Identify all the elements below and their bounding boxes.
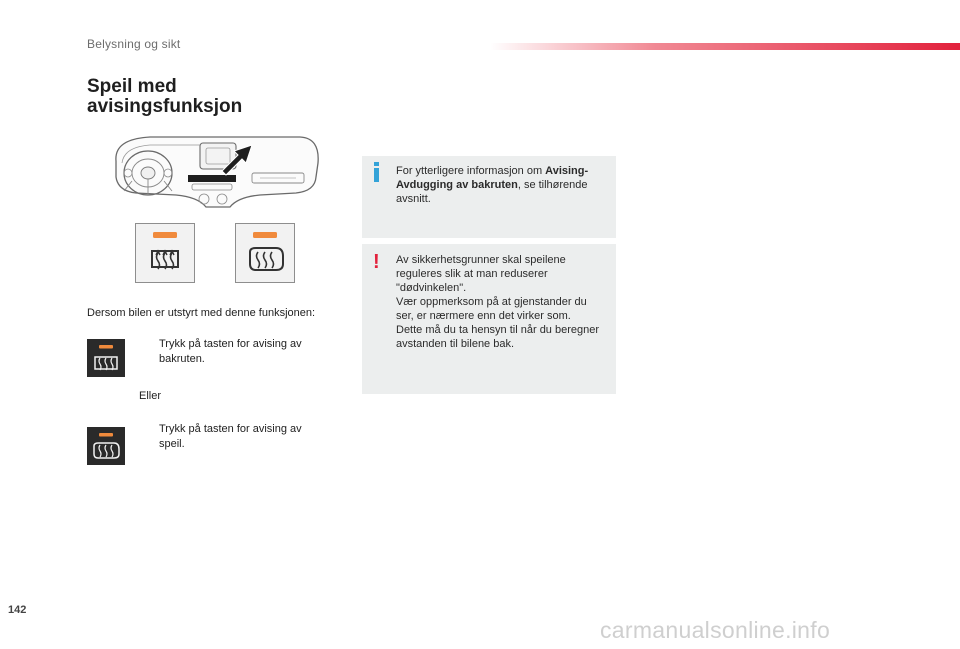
info-note-text: For ytterligere informasjon om Avising-Avdugging av bakruten, se tilhørende avsnitt. <box>396 165 589 205</box>
info-note <box>362 156 616 238</box>
header-accent-bar <box>490 43 960 50</box>
warning-note <box>362 244 616 394</box>
rear-defrost-icon <box>87 339 125 377</box>
warning-line: Av sikkerhetsgrunner skal speilene reguleres slik at man reduserer "dødvinkelen". <box>396 254 566 294</box>
rear-defrost-icon <box>136 224 194 282</box>
info-icon-bar <box>374 168 379 182</box>
step-mirror-defrost <box>139 422 324 452</box>
info-icon <box>374 162 379 166</box>
section-title: Belysning og sikt <box>87 37 181 51</box>
info-note-reference: Avising-Avdugging av bakruten <box>396 165 589 191</box>
warning-line: Vær oppmerksom på at gjenstander du ser, er nærmere enn det virker som. <box>396 296 587 322</box>
page-title <box>87 77 242 117</box>
mirror-defrost-button <box>87 427 125 465</box>
dashboard-icon <box>110 133 322 213</box>
separator-text: Eller <box>139 390 162 402</box>
page-title-line-2: avisingsfunksjon <box>87 96 243 117</box>
warning-line: Dette må du ta hensyn til når du beregner avstanden til bilene bak. <box>396 324 600 350</box>
warning-note-text <box>396 253 606 351</box>
warning-icon: ! <box>373 251 380 273</box>
rear-defrost-button <box>87 339 125 377</box>
intro-text: Dersom bilen er utstyrt med denne funksjonen: <box>87 307 316 319</box>
mirror-defrost-icon <box>87 427 125 465</box>
page-title-line-1: Speil med <box>87 76 177 97</box>
step-text: Trykk på tasten for avising av bakruten. <box>159 338 302 365</box>
rear-defrost-button-illustration <box>135 223 195 283</box>
step-text: Trykk på tasten for avising av speil. <box>159 423 302 450</box>
mirror-defrost-button-illustration <box>235 223 295 283</box>
dashboard-illustration <box>110 133 322 213</box>
step-rear-defrost <box>139 337 324 367</box>
page-number: 142 <box>8 604 27 616</box>
mirror-defrost-icon <box>236 224 294 282</box>
watermark: carmanualsonline.info <box>600 617 831 643</box>
